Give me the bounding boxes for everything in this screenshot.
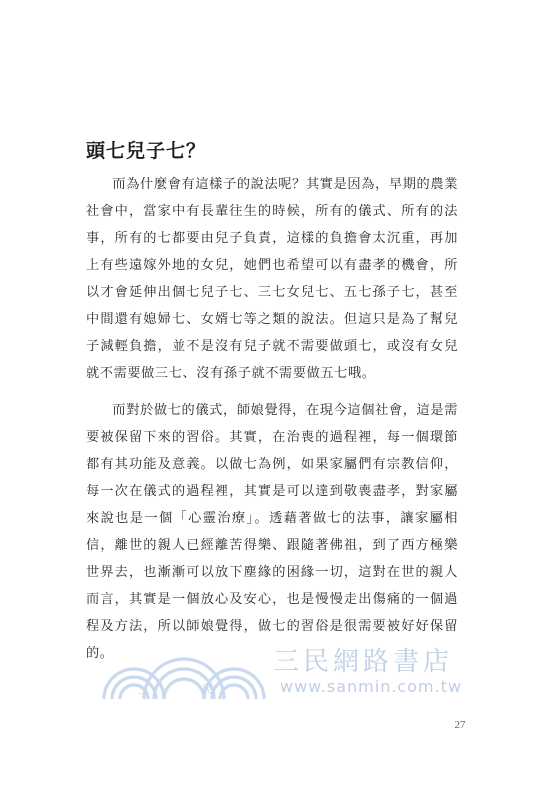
watermark-title: 三民網路書店	[273, 647, 454, 677]
watermark-char-san: 三	[138, 683, 149, 696]
paragraph: 而為什麼會有這樣子的說法呢？其實是因為，早期的農業社會中，當家中有長輩往生的時候，所有的儀式、所有的法事，所有的七都要由兒子負責，這樣的負擔會太沉重，再加上有些遠嫁外地的女兒，她們也希望可以有盡孝的機會，所以才會延伸出個七兒子七、三七女兒七、五七孫子七，甚至中間還有媳婦七、女婿七等之類的說法。但這只是為了幫兒子減輕負擔，並不是沒有兒子就不需要做頭七，或沒有女兒就不需要做三七、沒有孫子就不需要做五七哦。	[86, 177, 458, 381]
sanmin-logo-icon	[98, 637, 268, 701]
page-number: 27	[454, 719, 466, 731]
body-text	[86, 171, 458, 667]
watermark-char-min: 民	[202, 683, 213, 696]
section-heading: 頭七兒子七？	[86, 140, 207, 162]
paragraph: 而對於做七的儀式，師娘覺得，在現今這個社會，這是需要被保留下來的習俗。其實，在治喪的過程裡，每一個環節都有其功能及意義。以做七為例，如果家屬們有宗教信仰，每一次在儀式的過程裡，其實是可以達到敬喪盡孝，對家屬來說也是一個「心靈治療」。透藉著做七的法事，讓家屬相信，離世的親人已經離苦得樂、跟隨著佛祖，到了西方極樂世界去，也漸漸可以放下塵緣的困緣一切，這對在世的親人而言，其實是一個放心及安心，也是慢慢走出傷痛的一個過程及方法，所以師娘覺得，做七的習俗是很需要被好好保留的。	[86, 403, 458, 661]
watermark	[98, 637, 463, 701]
watermark-url: www.sanmin.com.tw	[280, 677, 463, 696]
